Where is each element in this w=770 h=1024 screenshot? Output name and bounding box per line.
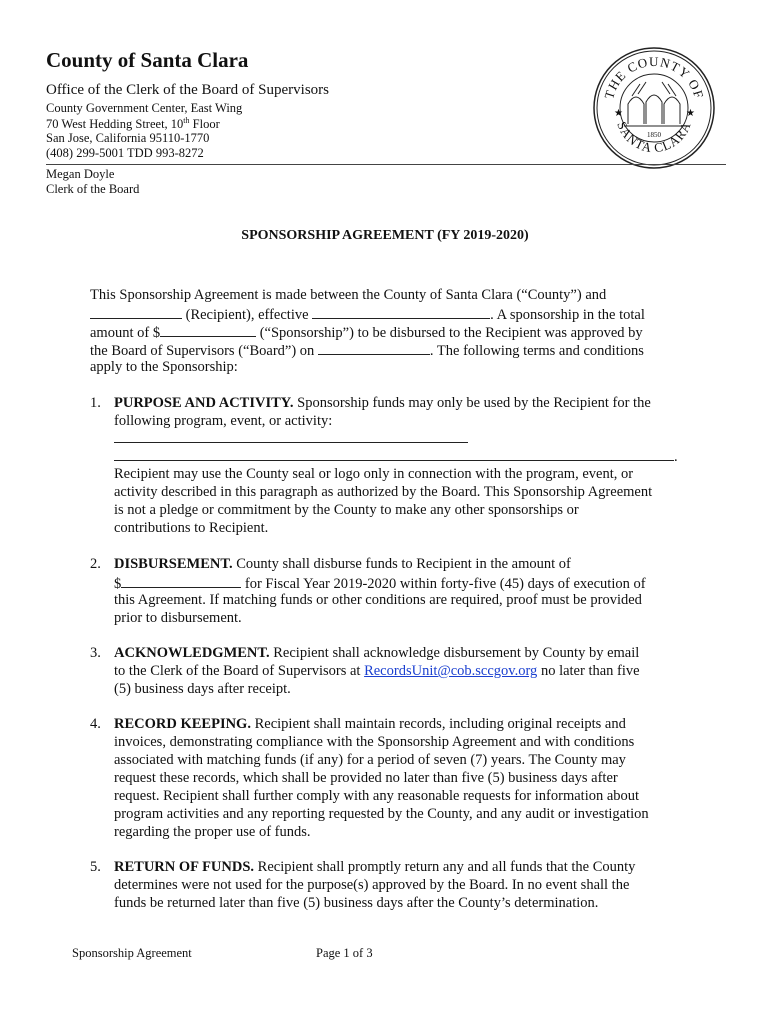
section-1-line: activity described in this paragraph as authorized by the Board. This Sponsorship Agreement <box>114 484 653 500</box>
section-3-line: ACKNOWLEDGMENT. Recipient shall acknowledge disbursement by County by email <box>114 645 640 661</box>
section-3-line: (5) business days after receipt. <box>114 681 291 697</box>
section-5-line: determines were not used for the purpose(s) approved by the Board. In no event shall the <box>114 877 630 893</box>
section-1-line: contributions to Recipient. <box>114 520 269 536</box>
phone-line: (408) 299-5001 TDD 993-8272 <box>46 146 204 160</box>
section-number: 3. <box>90 645 101 661</box>
section-1-line: . <box>114 446 678 466</box>
section-heading: PURPOSE AND ACTIVITY. <box>114 395 294 411</box>
section-4-line: invoices, demonstrating compliance with the Sponsorship Agreement and with conditions <box>114 734 635 750</box>
address-line-1: County Government Center, East Wing <box>46 101 243 115</box>
intro-line: apply to the Sponsorship: <box>90 359 238 375</box>
footer-doc-name: Sponsorship Agreement <box>72 946 192 960</box>
section-4-line: regarding the proper use of funds. <box>114 824 311 840</box>
section-4-line: program activities and any reporting requested by the County, and any audit or investigation <box>114 806 649 822</box>
activity-blank-1[interactable] <box>114 428 468 443</box>
recipient-blank[interactable] <box>90 304 182 319</box>
page-number: Page 1 of 3 <box>316 946 373 960</box>
section-1-line: Recipient may use the County seal or logo only in connection with the program, event, or <box>114 466 634 482</box>
section-5-line: RETURN OF FUNDS. Recipient shall promptly return any and all funds that the County <box>114 859 636 875</box>
approval-date-blank[interactable] <box>318 340 430 355</box>
address-line-3: San Jose, California 95110-1770 <box>46 131 210 145</box>
header-divider <box>46 164 726 165</box>
intro-line: amount of $ (“Sponsorship”) to be disbursed to the Recipient was approved by <box>90 322 643 342</box>
section-1-line: is not a pledge or commitment by the County to make any other sponsorships or <box>114 502 579 518</box>
section-4-line: request. Recipient shall further comply with any reasonable requests for information about <box>114 788 640 804</box>
section-heading: RETURN OF FUNDS. <box>114 859 255 875</box>
county-seal-logo <box>592 46 716 170</box>
section-1-line: PURPOSE AND ACTIVITY. Sponsorship funds may only be used by the Recipient for the <box>114 395 651 411</box>
section-3-line: to the Clerk of the Board of Supervisors at RecordsUnit@cob.sccgov.org no later than five <box>114 663 640 679</box>
intro-line: This Sponsorship Agreement is made between the County of Santa Clara (“County”) and <box>90 287 607 303</box>
section-number: 5. <box>90 859 101 875</box>
seal-top-text: THE COUNTY OF <box>601 53 707 101</box>
section-4-line: associated with matching funds (if any) for a period of seven (7) years. The County may <box>114 752 626 768</box>
section-2-line: this Agreement. If matching funds or other conditions are required, proof must be provided <box>114 592 642 608</box>
clerk-title: Clerk of the Board <box>46 182 140 196</box>
section-number: 2. <box>90 556 101 572</box>
effective-date-blank[interactable] <box>312 304 490 319</box>
star-icon: ★ <box>686 108 695 119</box>
section-number: 1. <box>90 395 101 411</box>
email-link[interactable]: RecordsUnit@cob.sccgov.org <box>364 663 538 679</box>
clerk-name: Megan Doyle <box>46 167 115 181</box>
intro-line: the Board of Supervisors (“Board”) on . The following terms and conditions <box>90 340 644 360</box>
county-title: County of Santa Clara <box>46 48 249 72</box>
address-line-2: 70 West Hedding Street, 10th Floor <box>46 116 220 132</box>
intro-line: (Recipient), effective . A sponsorship in the total <box>90 304 645 324</box>
seal-bottom-text: SANTA CLARA <box>614 119 694 156</box>
section-heading: DISBURSEMENT. <box>114 556 233 572</box>
section-2-line: $ for Fiscal Year 2019-2020 within forty-five (45) days of execution of <box>114 573 646 593</box>
amount-blank[interactable] <box>160 322 256 337</box>
section-2-line: prior to disbursement. <box>114 610 242 626</box>
office-name: Office of the Clerk of the Board of Supervisors <box>46 82 329 98</box>
disburse-amount-blank[interactable] <box>121 573 241 588</box>
section-1-line: following program, event, or activity: <box>114 413 333 429</box>
section-4-line: RECORD KEEPING. Recipient shall maintain records, including original receipts and <box>114 716 626 732</box>
section-heading: RECORD KEEPING. <box>114 716 251 732</box>
section-5-line: funds be returned later than five (5) business days after the County’s determination. <box>114 895 599 911</box>
section-heading: ACKNOWLEDGMENT. <box>114 645 270 661</box>
section-4-line: request these records, which shall be provided no later than five (5) business days after <box>114 770 618 786</box>
activity-blank-2[interactable] <box>114 446 674 461</box>
seal-year: 1850 <box>647 131 661 139</box>
section-2-line: DISBURSEMENT. County shall disburse funds to Recipient in the amount of <box>114 556 571 572</box>
section-number: 4. <box>90 716 101 732</box>
document-title: SPONSORSHIP AGREEMENT (FY 2019-2020) <box>241 228 529 243</box>
star-icon: ★ <box>614 108 623 119</box>
